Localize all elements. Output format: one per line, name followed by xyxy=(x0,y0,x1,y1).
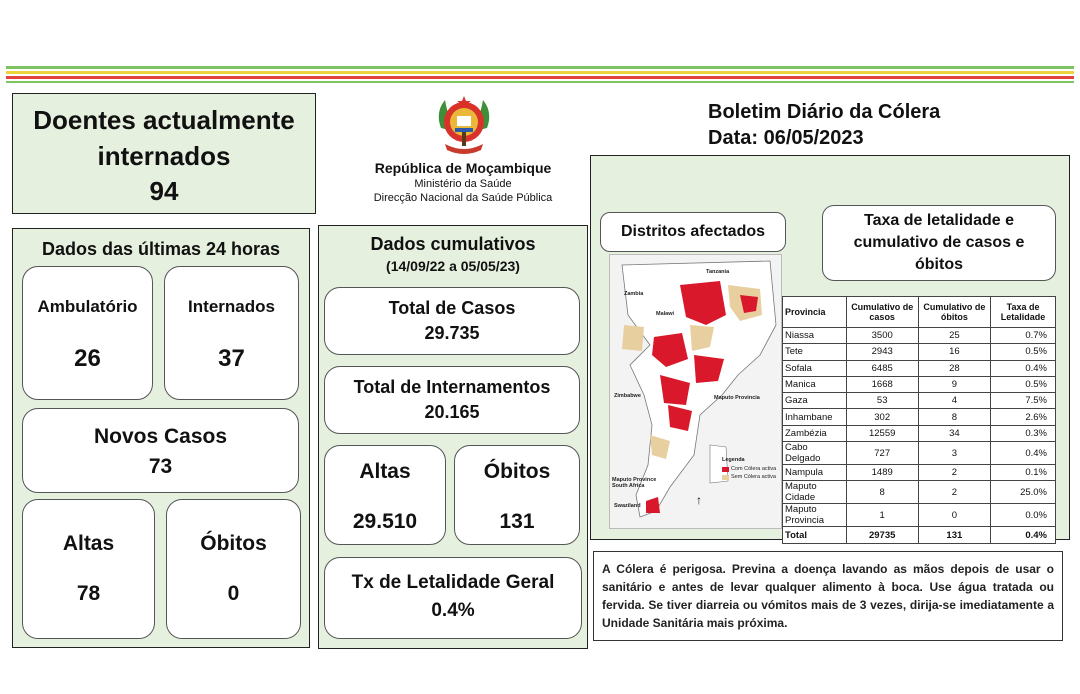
ambulatorio-value: 26 xyxy=(74,345,101,372)
province-name: Inhambane xyxy=(783,409,847,425)
last24-title: Dados das últimas 24 horas xyxy=(41,239,281,259)
obitos-cumulative-label: Óbitos xyxy=(483,460,551,483)
map-label-tanzania: Tanzania xyxy=(706,269,730,275)
cumulative-deaths: 34 xyxy=(918,425,990,441)
cumulative-cases: 1 xyxy=(846,504,918,527)
cumulative-deaths: 2 xyxy=(918,465,990,481)
altas-cumulative-label: Altas xyxy=(359,460,411,483)
map-label-maputo-provincia: Maputo Provincia xyxy=(714,395,760,401)
header-provincia: Provincia xyxy=(783,297,847,328)
lethality-rate: 0.4% xyxy=(991,360,1056,376)
province-name: Tete xyxy=(783,344,847,360)
province-name: Cabo Delgado xyxy=(783,442,847,465)
table-row xyxy=(783,504,1056,527)
header-institution xyxy=(336,160,590,206)
lethality-rate: 2.6% xyxy=(991,409,1056,425)
cumulative-deaths: 25 xyxy=(918,328,990,344)
total-deaths: 131 xyxy=(918,527,990,543)
altas-24h-card xyxy=(22,499,155,639)
districts-map xyxy=(609,254,782,529)
lethality-title-box xyxy=(822,205,1056,281)
table-row xyxy=(783,376,1056,392)
hospitalized-now-panel xyxy=(12,93,316,214)
table-row xyxy=(783,425,1056,441)
lethality-rate: 0.5% xyxy=(991,344,1056,360)
hospitalized-value: 94 xyxy=(149,176,179,206)
mozambique-emblem-icon xyxy=(435,92,493,156)
altas-cumulative-value: 29.510 xyxy=(352,510,418,533)
total-cases: 29735 xyxy=(846,527,918,543)
cumulative-deaths: 16 xyxy=(918,344,990,360)
header-obitos: Cumulativo de óbitos xyxy=(918,297,990,328)
cumulative-cases: 302 xyxy=(846,409,918,425)
province-name: Maputo Provincia xyxy=(783,504,847,527)
obitos-24h-label: Óbitos xyxy=(200,532,267,555)
cumulative-cases: 53 xyxy=(846,393,918,409)
advice-text: A Cólera é perigosa. Previna a doença lavando as mãos depois de usar o sanitário e antes de levar qualquer alimento à boca. Use água tratada ou fervida. Se tiver diarreia ou vómitos mais de 3 vezes, dirija-se imediatamente a Unidade Sanitária mais próxima. xyxy=(602,562,1054,630)
lethality-rate: 0.7% xyxy=(991,328,1056,344)
cumulative-cases: 12559 xyxy=(846,425,918,441)
altas-24h-label: Altas xyxy=(62,532,115,555)
cumulative-deaths: 8 xyxy=(918,409,990,425)
total-internamentos-card xyxy=(324,366,580,434)
altas-24h-value: 78 xyxy=(76,582,101,605)
cumulative-cases: 8 xyxy=(846,481,918,504)
province-name: Zambézia xyxy=(783,425,847,441)
header-stripe-red xyxy=(6,76,1074,79)
ministry-name: Ministério da Saúde xyxy=(414,178,512,190)
total-casos-value: 29.735 xyxy=(424,323,480,343)
cumulative-cases: 3500 xyxy=(846,328,918,344)
header-stripe-green xyxy=(6,66,1074,69)
legend-swatch-inactive xyxy=(722,475,729,480)
bulletin-date: Data: 06/05/2023 xyxy=(708,127,864,149)
novos-casos-label: Novos Casos xyxy=(93,425,228,448)
letalidade-label: Tx de Letalidade Geral xyxy=(351,572,555,593)
bulletin-header xyxy=(708,99,1068,151)
cumulative-deaths: 2 xyxy=(918,481,990,504)
lethality-rate: 0.5% xyxy=(991,376,1056,392)
directorate-name: Direcção Nacional da Saúde Pública xyxy=(373,192,553,204)
cumulative-cases: 1489 xyxy=(846,465,918,481)
total-label: Total xyxy=(783,527,847,543)
cumulative-cases: 1668 xyxy=(846,376,918,392)
map-legend-title: Legenda xyxy=(722,457,745,463)
header-stripe-green-2 xyxy=(6,81,1074,83)
lethality-rate: 0.3% xyxy=(991,425,1056,441)
advice-box xyxy=(593,551,1063,641)
bulletin-title: Boletim Diário da Cólera xyxy=(708,101,941,123)
total-internamentos-value: 20.165 xyxy=(424,402,480,422)
province-name: Manica xyxy=(783,376,847,392)
cumulative-cases: 727 xyxy=(846,442,918,465)
total-internamentos-label: Total de Internamentos xyxy=(353,377,551,397)
north-arrow-icon: ↑ xyxy=(696,493,702,507)
province-name: Nampula xyxy=(783,465,847,481)
total-rate: 0.4% xyxy=(991,527,1056,543)
header-letalidade: Taxa de Letalidade xyxy=(991,297,1056,328)
table-row xyxy=(783,465,1056,481)
internados-value: 37 xyxy=(218,345,245,372)
novos-casos-card xyxy=(22,408,299,493)
table-row xyxy=(783,481,1056,504)
lethality-rate: 7.5% xyxy=(991,393,1056,409)
cumulative-deaths: 28 xyxy=(918,360,990,376)
map-label-south-africa: Maputo Province South Africa xyxy=(612,477,657,489)
republic-name: República de Moçambique xyxy=(374,160,552,176)
letalidade-value: 0.4% xyxy=(431,600,475,621)
ambulatorio-card xyxy=(22,266,153,400)
cumulative-title: Dados cumulativos xyxy=(370,234,536,254)
cumulative-deaths: 3 xyxy=(918,442,990,465)
hospitalized-title-line2: internados xyxy=(97,141,231,171)
districts-title-box xyxy=(600,212,786,252)
header-stripe-yellow xyxy=(6,71,1074,74)
map-legend-inactive: Sem Cólera activa xyxy=(731,474,776,480)
lethality-rate: 25.0% xyxy=(991,481,1056,504)
cumulative-deaths: 4 xyxy=(918,393,990,409)
header-casos: Cumulativo de casos xyxy=(846,297,918,328)
table-row xyxy=(783,442,1056,465)
lethality-rate: 0.1% xyxy=(991,465,1056,481)
map-label-swaziland: Swaziland xyxy=(614,503,641,509)
cumulative-deaths: 0 xyxy=(918,504,990,527)
altas-cumulative-card xyxy=(324,445,446,545)
province-name: Maputo Cidade xyxy=(783,481,847,504)
table-row xyxy=(783,360,1056,376)
districts-title: Distritos afectados xyxy=(620,223,766,240)
letalidade-card xyxy=(324,557,582,639)
cumulative-cases: 6485 xyxy=(846,360,918,376)
table-header-row xyxy=(783,297,1056,328)
total-casos-label: Total de Casos xyxy=(388,298,516,318)
cumulative-cases: 2943 xyxy=(846,344,918,360)
legend-swatch-active xyxy=(722,467,729,472)
province-name: Gaza xyxy=(783,393,847,409)
lethality-rate: 0.4% xyxy=(991,442,1056,465)
lethality-title: Taxa de letalidade e cumulativo de casos e óbitos xyxy=(853,212,1025,273)
table-row xyxy=(783,344,1056,360)
cumulative-period: (14/09/22 a 05/05/23) xyxy=(386,258,520,274)
internados-card xyxy=(164,266,299,400)
obitos-cumulative-value: 131 xyxy=(499,510,535,533)
map-legend-active: Com Cólera activa xyxy=(731,466,777,472)
total-casos-card xyxy=(324,287,580,355)
hospitalized-title-line1: Doentes actualmente xyxy=(33,105,295,135)
map-label-zambia: Zambia xyxy=(624,291,644,297)
province-name: Niassa xyxy=(783,328,847,344)
lethality-rate: 0.0% xyxy=(991,504,1056,527)
table-total-row xyxy=(783,527,1056,543)
lethality-table xyxy=(782,296,1056,544)
obitos-cumulative-card xyxy=(454,445,580,545)
internados-label: Internados xyxy=(188,297,275,316)
obitos-24h-value: 0 xyxy=(227,582,240,605)
novos-casos-value: 73 xyxy=(148,455,173,478)
table-row xyxy=(783,393,1056,409)
province-name: Sofala xyxy=(783,360,847,376)
table-row xyxy=(783,409,1056,425)
map-label-malawi: Malawi xyxy=(656,311,675,317)
map-label-zimbabwe: Zimbabwe xyxy=(614,393,641,399)
table-row xyxy=(783,328,1056,344)
ambulatorio-label: Ambulatório xyxy=(37,297,138,316)
obitos-24h-card xyxy=(166,499,301,639)
cumulative-deaths: 9 xyxy=(918,376,990,392)
